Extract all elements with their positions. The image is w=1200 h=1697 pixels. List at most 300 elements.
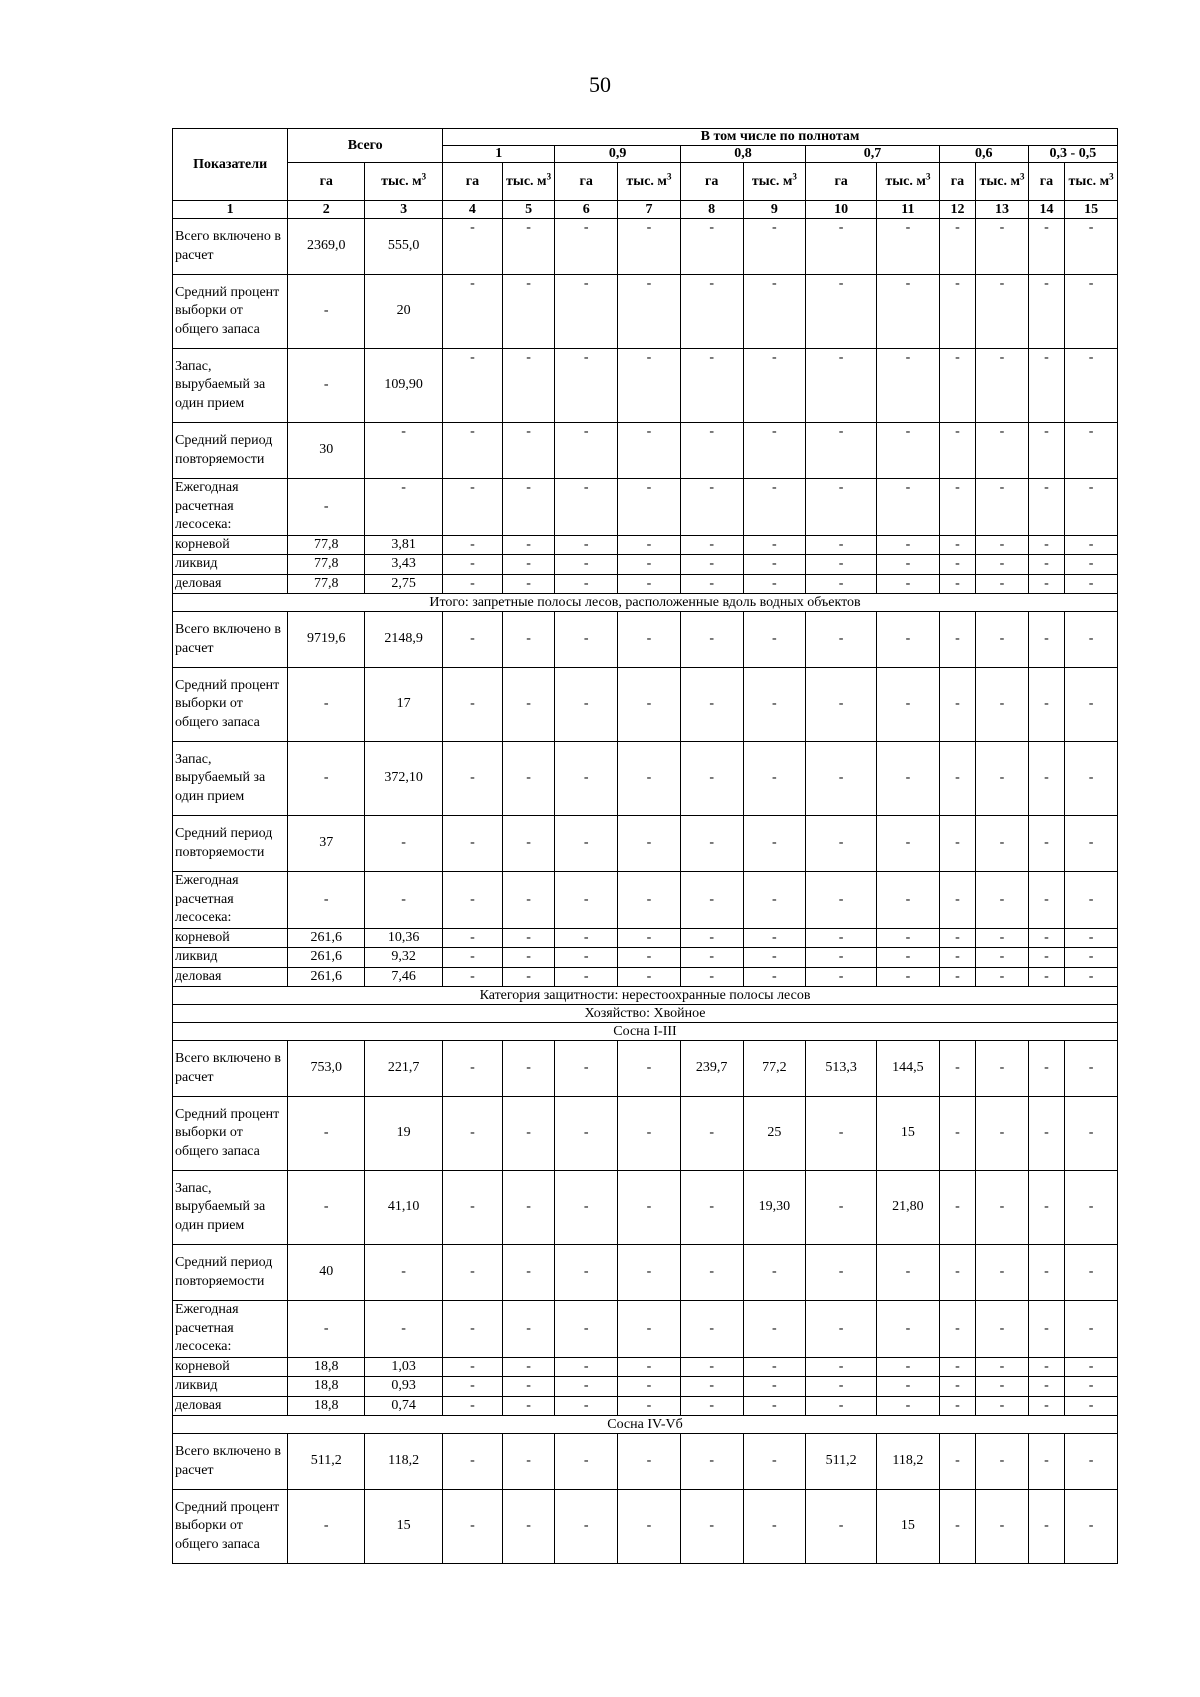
value-cell: - <box>502 1377 555 1397</box>
value-cell: - <box>1028 967 1064 987</box>
unit-m3-sup: 3 <box>925 170 931 181</box>
value-cell: - <box>680 219 743 275</box>
value-cell: - <box>618 555 681 575</box>
value-cell: - <box>806 1097 877 1171</box>
value-cell: - <box>502 1041 555 1097</box>
value-cell: 77,2 <box>743 1041 806 1097</box>
value-cell: - <box>680 1434 743 1490</box>
value-cell: - <box>939 1245 975 1301</box>
table-row <box>173 1357 1118 1377</box>
value-cell: - <box>877 423 940 479</box>
value-cell: - <box>877 1357 940 1377</box>
table-row <box>173 1434 1118 1490</box>
value-cell: - <box>555 1245 618 1301</box>
value-cell: - <box>1065 275 1118 349</box>
value-cell: - <box>1028 479 1064 536</box>
value-cell: - <box>939 1097 975 1171</box>
unit-m3-text: тыс. м <box>751 173 793 189</box>
value-cell: - <box>743 1490 806 1564</box>
value-cell: 511,2 <box>806 1434 877 1490</box>
table-row <box>173 742 1118 816</box>
value-cell: - <box>877 1377 940 1397</box>
value-cell: 511,2 <box>288 1434 365 1490</box>
value-cell: - <box>939 479 975 536</box>
value-cell: 19 <box>365 1097 443 1171</box>
value-cell: - <box>555 535 618 555</box>
unit-ha: га <box>939 163 975 201</box>
value-cell: 25 <box>743 1097 806 1171</box>
value-cell: - <box>502 574 555 594</box>
column-number: 6 <box>555 201 618 219</box>
value-cell: 3,43 <box>365 555 443 575</box>
value-cell: - <box>443 1301 503 1358</box>
section-row <box>173 1416 1118 1434</box>
value-cell: 17 <box>365 668 443 742</box>
value-cell: - <box>443 816 503 872</box>
value-cell: 1,03 <box>365 1357 443 1377</box>
value-cell: - <box>443 1041 503 1097</box>
value-cell: - <box>1065 1041 1118 1097</box>
table-row <box>173 1396 1118 1416</box>
value-cell: - <box>555 612 618 668</box>
value-cell: - <box>555 1097 618 1171</box>
value-cell: 77,8 <box>288 555 365 575</box>
value-cell: - <box>365 479 443 536</box>
value-cell: - <box>555 555 618 575</box>
value-cell: - <box>877 928 940 948</box>
value-cell: - <box>443 535 503 555</box>
value-cell: - <box>806 423 877 479</box>
value-cell: - <box>806 948 877 968</box>
value-cell: - <box>618 1396 681 1416</box>
value-cell: - <box>877 668 940 742</box>
value-cell: - <box>502 612 555 668</box>
value-cell: - <box>618 1171 681 1245</box>
value-cell: - <box>618 928 681 948</box>
value-cell: - <box>877 872 940 929</box>
table-row <box>173 219 1118 275</box>
value-cell: - <box>502 948 555 968</box>
row-label: Всего включено в расчет <box>173 612 288 668</box>
value-cell: - <box>1065 1434 1118 1490</box>
section-title: Итого: запретные полосы лесов, расположенные вдоль водных объектов <box>173 594 1118 612</box>
value-cell: 753,0 <box>288 1041 365 1097</box>
value-cell: - <box>1028 1490 1064 1564</box>
value-cell: - <box>806 555 877 575</box>
value-cell: - <box>365 1245 443 1301</box>
value-cell: - <box>1065 1396 1118 1416</box>
value-cell: - <box>1065 1301 1118 1358</box>
value-cell: - <box>1028 668 1064 742</box>
value-cell: - <box>443 1245 503 1301</box>
value-cell: - <box>680 1171 743 1245</box>
value-cell: - <box>618 423 681 479</box>
value-cell: - <box>555 574 618 594</box>
value-cell: - <box>743 816 806 872</box>
value-cell: - <box>939 668 975 742</box>
value-cell: - <box>743 349 806 423</box>
value-cell: - <box>443 1377 503 1397</box>
value-cell: - <box>680 1245 743 1301</box>
table-row <box>173 275 1118 349</box>
value-cell: 41,10 <box>365 1171 443 1245</box>
value-cell: - <box>502 1245 555 1301</box>
value-cell: - <box>939 1434 975 1490</box>
value-cell: - <box>939 612 975 668</box>
table-row <box>173 535 1118 555</box>
section-row <box>173 1023 1118 1041</box>
table-row <box>173 479 1118 536</box>
value-cell: - <box>443 742 503 816</box>
value-cell: - <box>443 1490 503 1564</box>
value-cell: - <box>680 535 743 555</box>
unit-ha: га <box>680 163 743 201</box>
table-row <box>173 872 1118 929</box>
value-cell: - <box>680 1357 743 1377</box>
value-cell: - <box>806 574 877 594</box>
table-row <box>173 967 1118 987</box>
value-cell: - <box>1065 555 1118 575</box>
table-row <box>173 1097 1118 1171</box>
value-cell: - <box>877 479 940 536</box>
value-cell: 9719,6 <box>288 612 365 668</box>
section-title: Сосна IV-Vб <box>173 1416 1118 1434</box>
value-cell: - <box>976 349 1029 423</box>
value-cell: - <box>288 1301 365 1358</box>
value-cell: - <box>1028 275 1064 349</box>
value-cell: - <box>743 948 806 968</box>
value-cell: - <box>680 555 743 575</box>
value-cell: - <box>976 574 1029 594</box>
column-number: 3 <box>365 201 443 219</box>
section-row <box>173 987 1118 1005</box>
section-row <box>173 1005 1118 1023</box>
value-cell: - <box>1028 1097 1064 1171</box>
value-cell: - <box>976 928 1029 948</box>
table-row <box>173 928 1118 948</box>
value-cell: - <box>976 1377 1029 1397</box>
value-cell: - <box>618 219 681 275</box>
value-cell: - <box>555 742 618 816</box>
value-cell: - <box>680 816 743 872</box>
value-cell: - <box>680 948 743 968</box>
value-cell: - <box>618 967 681 987</box>
table-row <box>173 1245 1118 1301</box>
value-cell: - <box>443 928 503 948</box>
value-cell: - <box>976 668 1029 742</box>
row-label: корневой <box>173 535 288 555</box>
value-cell: - <box>555 219 618 275</box>
density-header: 0,7 <box>806 146 940 163</box>
value-cell: - <box>443 349 503 423</box>
value-cell: - <box>806 1396 877 1416</box>
value-cell: - <box>976 612 1029 668</box>
value-cell: - <box>743 535 806 555</box>
value-cell: - <box>555 1434 618 1490</box>
value-cell: - <box>502 479 555 536</box>
value-cell: 18,8 <box>288 1357 365 1377</box>
value-cell: 15 <box>365 1490 443 1564</box>
value-cell: - <box>365 1301 443 1358</box>
unit-m3-text: тыс. м <box>381 173 422 189</box>
value-cell: - <box>618 1301 681 1358</box>
value-cell: - <box>976 1357 1029 1377</box>
value-cell: - <box>877 816 940 872</box>
value-cell: 513,3 <box>806 1041 877 1097</box>
unit-ha: га <box>288 163 365 201</box>
value-cell: - <box>976 219 1029 275</box>
header-indicators: Показатели <box>173 129 288 201</box>
value-cell: - <box>1028 742 1064 816</box>
value-cell: - <box>1065 219 1118 275</box>
value-cell: - <box>618 668 681 742</box>
value-cell: - <box>555 1357 618 1377</box>
value-cell: - <box>680 423 743 479</box>
value-cell: - <box>555 1301 618 1358</box>
unit-m3-sup: 3 <box>1020 170 1025 181</box>
unit-ha: га <box>443 163 503 201</box>
value-cell: - <box>288 742 365 816</box>
value-cell: - <box>443 423 503 479</box>
value-cell: - <box>743 1301 806 1358</box>
value-cell: - <box>680 479 743 536</box>
value-cell: - <box>1028 1357 1064 1377</box>
value-cell: 20 <box>365 275 443 349</box>
row-label: Всего включено в расчет <box>173 1041 288 1097</box>
value-cell: - <box>1065 535 1118 555</box>
value-cell: - <box>1028 535 1064 555</box>
value-cell: - <box>743 219 806 275</box>
value-cell: - <box>680 668 743 742</box>
value-cell: - <box>502 1097 555 1171</box>
value-cell: - <box>680 967 743 987</box>
value-cell: - <box>1065 872 1118 929</box>
column-number: 8 <box>680 201 743 219</box>
value-cell: - <box>555 872 618 929</box>
value-cell: - <box>939 423 975 479</box>
value-cell: - <box>1065 1377 1118 1397</box>
value-cell: - <box>743 872 806 929</box>
unit-m3-text: тыс. м <box>1068 173 1110 189</box>
section-row <box>173 594 1118 612</box>
value-cell: - <box>502 1357 555 1377</box>
value-cell: - <box>288 349 365 423</box>
value-cell: - <box>976 1434 1029 1490</box>
row-label: корневой <box>173 1357 288 1377</box>
row-label: Ежегодная расчетная лесосека: <box>173 479 288 536</box>
value-cell: - <box>976 1301 1029 1358</box>
value-cell: 77,8 <box>288 574 365 594</box>
value-cell: - <box>443 1171 503 1245</box>
value-cell: - <box>1028 219 1064 275</box>
value-cell: - <box>1065 816 1118 872</box>
table-row <box>173 555 1118 575</box>
row-label: деловая <box>173 574 288 594</box>
table-row <box>173 1041 1118 1097</box>
value-cell: - <box>680 1301 743 1358</box>
value-cell: 37 <box>288 816 365 872</box>
table-row <box>173 423 1118 479</box>
value-cell: - <box>806 275 877 349</box>
table-row <box>173 1301 1118 1358</box>
density-header: 0,6 <box>939 146 1028 163</box>
value-cell: - <box>939 1301 975 1358</box>
value-cell: - <box>939 1396 975 1416</box>
unit-ha: га <box>806 163 877 201</box>
value-cell: - <box>877 1301 940 1358</box>
value-cell: - <box>743 742 806 816</box>
value-cell: 7,46 <box>365 967 443 987</box>
value-cell: - <box>680 742 743 816</box>
value-cell: - <box>743 423 806 479</box>
value-cell: - <box>939 948 975 968</box>
value-cell: - <box>806 967 877 987</box>
column-number: 7 <box>618 201 681 219</box>
value-cell: - <box>680 1097 743 1171</box>
value-cell: - <box>939 349 975 423</box>
row-label: Средний процент выборки от общего запаса <box>173 1097 288 1171</box>
value-cell: - <box>365 423 443 479</box>
unit-thousand-m3 <box>365 163 443 201</box>
value-cell: - <box>502 555 555 575</box>
column-number: 1 <box>173 201 288 219</box>
table-row <box>173 349 1118 423</box>
value-cell: - <box>743 668 806 742</box>
value-cell: - <box>743 612 806 668</box>
value-cell: - <box>502 1301 555 1358</box>
value-cell: - <box>976 275 1029 349</box>
value-cell: - <box>680 928 743 948</box>
table-row <box>173 1490 1118 1564</box>
row-label: Средний процент выборки от общего запаса <box>173 1490 288 1564</box>
unit-thousand-m3 <box>618 163 681 201</box>
value-cell: - <box>618 1245 681 1301</box>
row-label: Средний процент выборки от общего запаса <box>173 668 288 742</box>
value-cell: 15 <box>877 1097 940 1171</box>
unit-m3-sup: 3 <box>1109 170 1114 181</box>
value-cell: - <box>743 555 806 575</box>
value-cell: - <box>443 612 503 668</box>
value-cell: - <box>939 275 975 349</box>
value-cell: - <box>502 742 555 816</box>
header-by-density: В том числе по полнотам <box>443 129 1118 146</box>
unit-thousand-m3 <box>877 163 940 201</box>
value-cell: 0,74 <box>365 1396 443 1416</box>
density-header: 0,8 <box>680 146 805 163</box>
value-cell: - <box>1065 612 1118 668</box>
value-cell: - <box>939 1357 975 1377</box>
row-label: Запас, вырубаемый за один прием <box>173 742 288 816</box>
row-label: ликвид <box>173 948 288 968</box>
value-cell: - <box>502 1171 555 1245</box>
value-cell: - <box>680 1490 743 1564</box>
value-cell: - <box>976 479 1029 536</box>
value-cell: - <box>939 872 975 929</box>
value-cell: - <box>976 423 1029 479</box>
unit-thousand-m3 <box>976 163 1029 201</box>
value-cell: - <box>976 816 1029 872</box>
value-cell: - <box>555 928 618 948</box>
value-cell: - <box>1028 1041 1064 1097</box>
row-label: Ежегодная расчетная лесосека: <box>173 872 288 929</box>
density-header: 0,3 - 0,5 <box>1028 146 1117 163</box>
value-cell: - <box>743 928 806 948</box>
value-cell: - <box>555 349 618 423</box>
value-cell: - <box>680 872 743 929</box>
value-cell: - <box>1028 612 1064 668</box>
value-cell: - <box>502 967 555 987</box>
value-cell: - <box>877 535 940 555</box>
value-cell: - <box>976 742 1029 816</box>
value-cell: 19,30 <box>743 1171 806 1245</box>
value-cell: - <box>1028 349 1064 423</box>
value-cell: - <box>976 1245 1029 1301</box>
value-cell: - <box>1065 574 1118 594</box>
value-cell: - <box>1028 816 1064 872</box>
value-cell: - <box>443 479 503 536</box>
value-cell: - <box>618 574 681 594</box>
value-cell: - <box>443 668 503 742</box>
unit-row <box>173 163 1118 201</box>
table-row <box>173 1377 1118 1397</box>
value-cell: - <box>806 1377 877 1397</box>
value-cell: - <box>806 1301 877 1358</box>
value-cell: 40 <box>288 1245 365 1301</box>
value-cell: - <box>976 1171 1029 1245</box>
value-cell: - <box>1065 1245 1118 1301</box>
value-cell: 0,93 <box>365 1377 443 1397</box>
row-label: Запас, вырубаемый за один прием <box>173 1171 288 1245</box>
value-cell: 118,2 <box>877 1434 940 1490</box>
table-row <box>173 574 1118 594</box>
row-label: деловая <box>173 1396 288 1416</box>
table-row <box>173 1171 1118 1245</box>
row-label: Всего включено в расчет <box>173 219 288 275</box>
value-cell: - <box>555 275 618 349</box>
forest-harvest-table <box>172 128 1118 1564</box>
value-cell: - <box>806 742 877 816</box>
value-cell: - <box>877 967 940 987</box>
value-cell: - <box>877 219 940 275</box>
value-cell: - <box>618 479 681 536</box>
unit-m3-sup: 3 <box>792 170 797 181</box>
value-cell: - <box>365 816 443 872</box>
value-cell: - <box>555 1041 618 1097</box>
value-cell: - <box>680 574 743 594</box>
value-cell: - <box>806 479 877 536</box>
row-label: ликвид <box>173 1377 288 1397</box>
value-cell: - <box>939 967 975 987</box>
unit-m3-sup: 3 <box>546 170 552 181</box>
value-cell: 10,36 <box>365 928 443 948</box>
value-cell: - <box>1028 1377 1064 1397</box>
value-cell: - <box>939 1490 975 1564</box>
value-cell: 18,8 <box>288 1377 365 1397</box>
value-cell: - <box>1028 872 1064 929</box>
unit-ha: га <box>1028 163 1064 201</box>
value-cell: - <box>555 479 618 536</box>
value-cell: - <box>618 535 681 555</box>
value-cell: - <box>1028 423 1064 479</box>
unit-thousand-m3 <box>502 163 555 201</box>
value-cell: - <box>806 1245 877 1301</box>
value-cell: - <box>680 612 743 668</box>
row-label: Средний период повторяемости <box>173 423 288 479</box>
value-cell: 2,75 <box>365 574 443 594</box>
value-cell: - <box>1028 1396 1064 1416</box>
value-cell: - <box>618 1097 681 1171</box>
value-cell: - <box>555 1396 618 1416</box>
